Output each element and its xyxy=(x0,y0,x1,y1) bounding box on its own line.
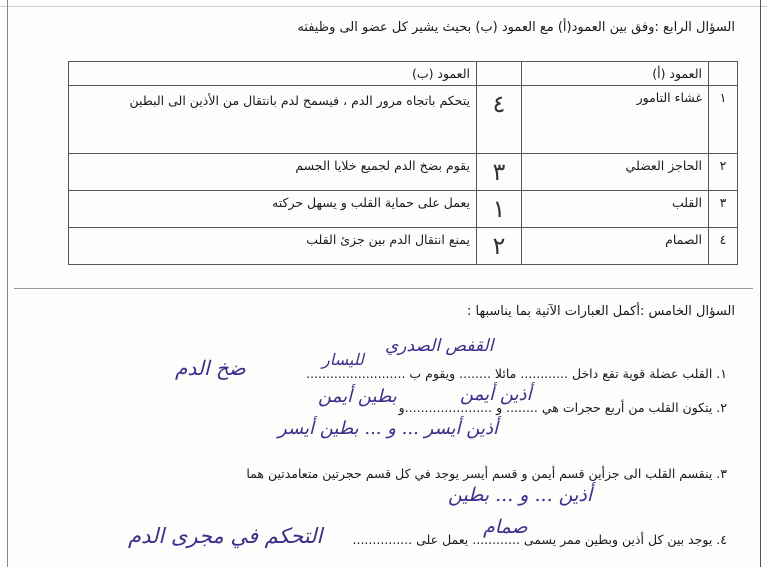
column-b-cell: يعمل على حماية القلب و يسهل حركته xyxy=(69,191,477,228)
matching-table xyxy=(68,61,738,265)
handwritten-answer: التحكم في مجرى الدم xyxy=(128,524,323,548)
question-5-title: السؤال الخامس :أكمل العبارات الآتية بما يناسبها : xyxy=(466,304,735,319)
column-a-cell: القلب xyxy=(522,191,709,228)
table-row xyxy=(69,86,738,154)
handwritten-answer: ضخ الدم xyxy=(175,356,246,380)
question-4-title: السؤال الرابع :وفق بين العمود(أ) مع العمود (ب) بحيث يشير كل عضو الى وظيفته xyxy=(297,20,735,35)
table-row xyxy=(69,191,738,228)
handwritten-answer: أذين أيمن xyxy=(460,384,532,405)
row-number: ٤ xyxy=(709,228,738,265)
sentence-3: ٣. ينقسم القلب الى جزأين قسم أيمن و قسم أيسر يوجد في كل قسم حجرتين متعامدتين هما xyxy=(246,466,727,481)
handwritten-answer: أذين ... و ... بطين xyxy=(448,484,593,506)
column-a-cell: الحاجز العضلي xyxy=(522,154,709,191)
handwritten-answer: صمام xyxy=(483,516,528,538)
handwritten-answer: أذين أيسر ... و ... بطين أيسر xyxy=(278,418,498,439)
row-number: ٣ xyxy=(709,191,738,228)
column-b-cell: يتحكم باتجاه مرور الدم ، فيسمح لدم بانتقال من الأذين الى البطين xyxy=(69,86,477,154)
column-b-header: العمود (ب) xyxy=(69,62,477,86)
column-a-header: العمود (أ) xyxy=(522,62,709,86)
handwritten-answer: ٤ xyxy=(477,86,522,154)
column-a-cell: الصمام xyxy=(522,228,709,265)
sentence-1: ١. القلب عضلة قوية تقع داخل ............ مائلا ........ ويقوم ب ......................... xyxy=(306,366,727,381)
page-border-left xyxy=(7,0,8,567)
row-number: ٢ xyxy=(709,154,738,191)
handwritten-answer: ٣ xyxy=(477,154,522,191)
column-b-cell: يمنع انتقال الدم بين جزئ القلب xyxy=(69,228,477,265)
handwritten-answer: القفص الصدري xyxy=(385,336,494,356)
section-divider xyxy=(14,288,753,289)
column-b-cell: يقوم بضخ الدم لجميع خلايا الجسم xyxy=(69,154,477,191)
handwritten-answer: لليسار xyxy=(322,350,364,369)
top-divider xyxy=(0,6,767,7)
column-a-cell: غشاء التامور xyxy=(522,86,709,154)
handwritten-answer: ٢ xyxy=(477,228,522,265)
handwritten-answer: بطين أيمن xyxy=(318,386,397,407)
row-number: ١ xyxy=(709,86,738,154)
table-row xyxy=(69,228,738,265)
table-row xyxy=(69,154,738,191)
page-border-right xyxy=(760,0,761,567)
sentence-2: ٢. يتكون القلب من أربع حجرات هي ........ و ......................و xyxy=(398,400,727,415)
sentence-4: ٤. يوجد بين كل أذين وبطين ممر يسمى ............ يعمل على ............... xyxy=(352,532,727,547)
table-header-row xyxy=(69,62,738,86)
handwritten-answer: ١ xyxy=(477,191,522,228)
